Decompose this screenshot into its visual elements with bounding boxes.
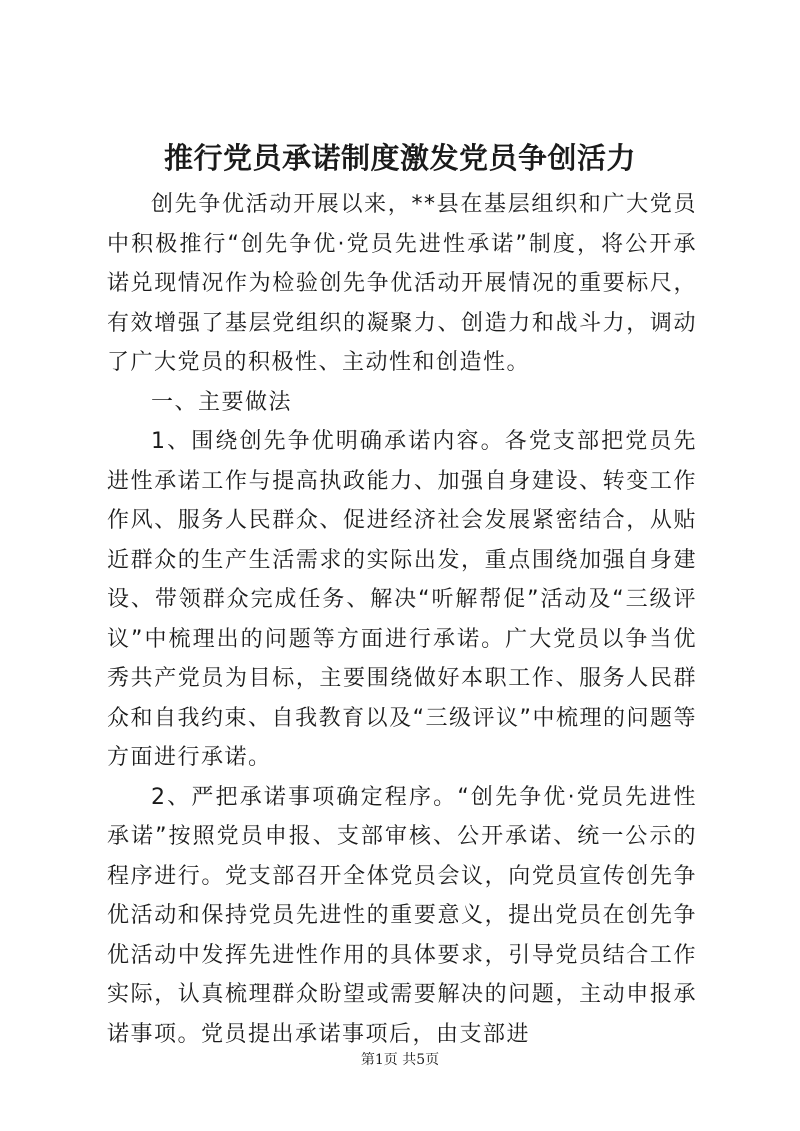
paragraph-item-1: 1、围绕创先争优明确承诺内容。各党支部把党员先进性承诺工作与提高执政能力、加强自身建设、转变工作作风、服务人民群众、促进经济社会发展紧密结合，从贴近群众的生产生活需求的实际出发，重点围绕加强自身建设、带领群众完成任务、解决“听解帮促”活动及“三级评议”中梳理出的问题等方面进行承诺。广大党员以争当优秀共产党员为目标，主要围绕做好本职工作、服务人民群众和自我约束、自我教育以及“三级评议”中梳理的问题等方面进行承诺。: [107, 429, 697, 770]
document-body: [107, 185, 697, 1054]
page-footer: [0, 1050, 800, 1070]
section-heading-main-methods: 一、主要做法: [151, 389, 293, 415]
paragraph-intro: 创先争优活动开展以来，**县在基层组织和广大党员中积极推行“创先争优·党员先进性承诺”制度，将公开承诺兑现情况作为检验创先争优活动开展情况的重要标尺，有效增强了基层党组织的凝聚力、创造力和战斗力，调动了广大党员的积极性、主动性和创造性。: [107, 192, 697, 375]
page-number-label: 第1页 共5页: [360, 1052, 440, 1068]
document-title: 推行党员承诺制度激发党员争创活力: [163, 141, 636, 175]
paragraph-item-2: 2、严把承诺事项确定程序。“创先争优·党员先进性承诺”按照党员申报、支部审核、公开承诺、统一公示的程序进行。党支部召开全体党员会议，向党员宣传创先争优活动和保持党员先进性的重要意义，提出党员在创先争优活动中发挥先进性作用的具体要求，引导党员结合工作实际，认真梳理群众盼望或需要解决的问题，主动申报承诺事项。党员提出承诺事项后，由支部进: [107, 784, 697, 1047]
